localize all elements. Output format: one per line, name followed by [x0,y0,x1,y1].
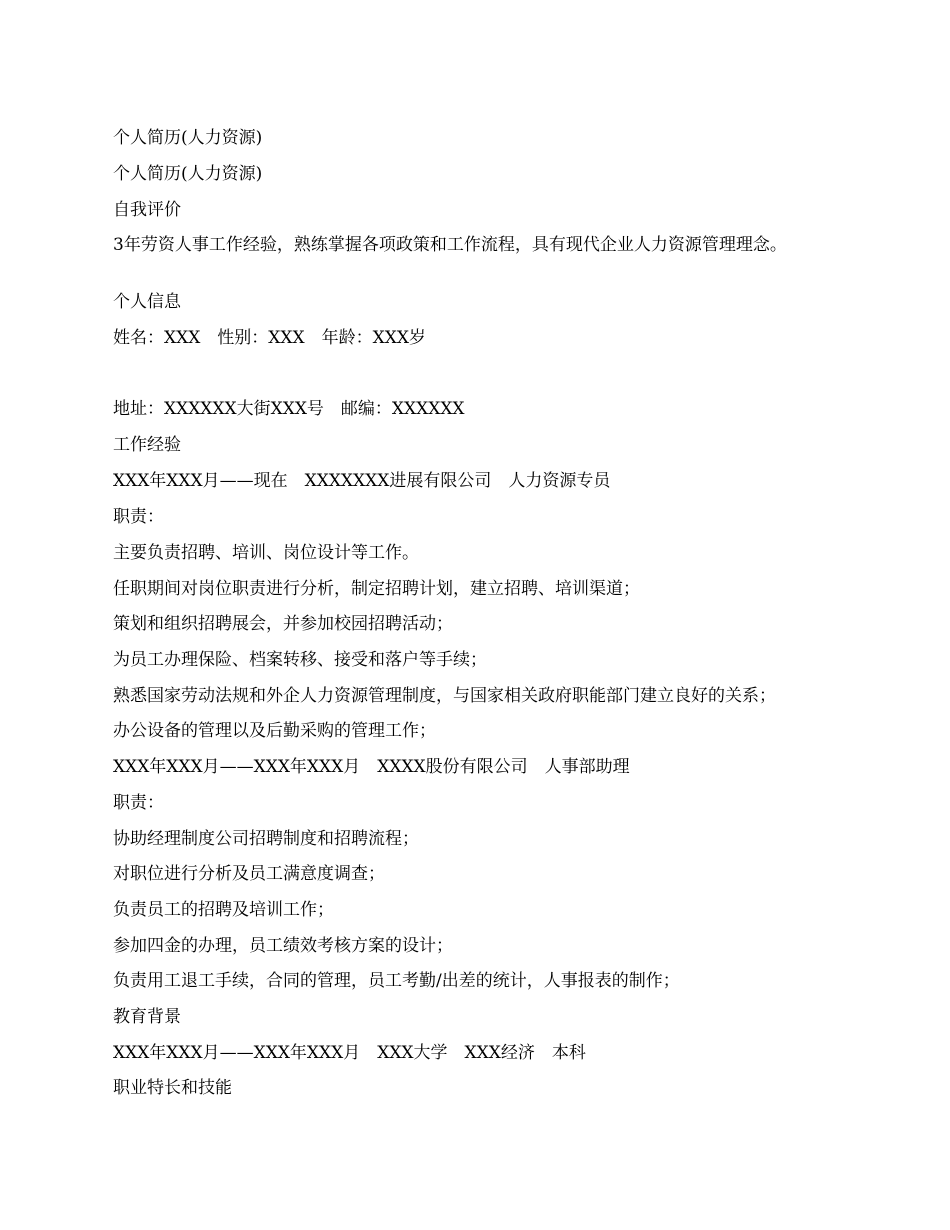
job-1-duty: 任职期间对岗位职责进行分析，制定招聘计划，建立招聘、培训渠道； [113,579,640,599]
education-line: XXX年XXX月——XXX年XXX月 XXX大学 XXX经济 本科 [113,1043,586,1063]
personal-info-line: 姓名：XXX 性别：XXX 年龄：XXX岁 [113,328,426,348]
self-evaluation-text: 3年劳资人事工作经验，熟练掌握各项政策和工作流程，具有现代企业人力资源管理理念。 [113,235,787,255]
job-1-duty: 熟悉国家劳动法规和外企人力资源管理制度，与国家相关政府职能部门建立良好的关系； [113,686,776,706]
job-1-duty: 主要负责招聘、培训、岗位设计等工作。 [113,543,419,563]
education-heading: 教育背景 [113,1007,181,1027]
resume-title-repeat: 个人简历(人力资源) [113,164,263,184]
job-2-duty: 负责员工的招聘及培训工作； [113,900,334,920]
job-2-header: XXX年XXX月——XXX年XXX月 XXXX股份有限公司 人事部助理 [113,757,630,777]
job-2-duty-label: 职责： [113,793,164,813]
work-experience-heading: 工作经验 [113,435,181,455]
job-1-duty: 办公设备的管理以及后勤采购的管理工作； [113,721,436,741]
skills-heading: 职业特长和技能 [113,1078,232,1098]
job-1-duty-label: 职责： [113,507,164,527]
job-2-duty: 参加四金的办理，员工绩效考核方案的设计； [113,936,453,956]
job-2-duty: 协助经理制度公司招聘制度和招聘流程； [113,829,419,849]
address-line: 地址：XXXXXX大街XXX号 邮编：XXXXXX [113,399,465,419]
job-1-header: XXX年XXX月——现在 XXXXXXX进展有限公司 人力资源专员 [113,471,611,491]
job-1-duty: 策划和组织招聘展会，并参加校园招聘活动； [113,614,453,634]
resume-title: 个人简历(人力资源) [113,128,263,148]
job-2-duty: 对职位进行分析及员工满意度调查； [113,864,385,884]
job-2-duty: 负责用工退工手续，合同的管理，员工考勤/出差的统计，人事报表的制作； [113,971,680,991]
personal-info-heading: 个人信息 [113,292,181,312]
job-1-duty: 为员工办理保险、档案转移、接受和落户等手续； [113,650,487,670]
self-evaluation-heading: 自我评价 [113,200,181,220]
